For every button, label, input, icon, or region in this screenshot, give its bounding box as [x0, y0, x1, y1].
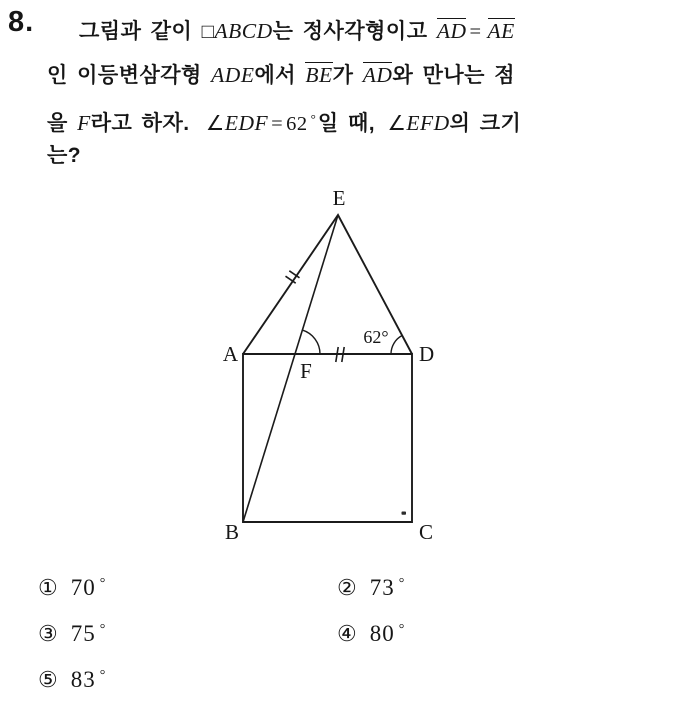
choice-5-number: ⑤ [38, 668, 58, 693]
square-symbol: □ [201, 21, 215, 43]
choice-2-value: 73 [369, 575, 395, 600]
text-segment: 는 정사각형이고 [272, 20, 437, 43]
problem-number: 8. [8, 6, 35, 38]
problem-text-line-2 [47, 53, 669, 97]
math-BE-overline: BE [305, 63, 333, 87]
math-EDF: EDF [224, 111, 269, 135]
vertex-label-B: B [224, 520, 239, 544]
segment-BE [243, 215, 338, 522]
angle-arc-D [391, 336, 402, 355]
degree-symbol: ° [398, 622, 405, 637]
math-ADE: ADE [211, 63, 255, 87]
problem-text-line-1 [47, 9, 669, 53]
math-AD-overline: AD [436, 19, 467, 43]
choice-1 [38, 570, 105, 603]
text-segment: 인 이등변삼각형 [47, 64, 212, 87]
degree-symbol: ° [99, 668, 106, 683]
problem-statement [47, 9, 669, 173]
degree-symbol: ° [99, 576, 106, 591]
choice-2 [337, 570, 404, 603]
choice-4 [337, 616, 404, 649]
angle-value: 62 [286, 113, 308, 135]
angle-62-label: 62° [363, 327, 389, 347]
problem-text-line-3 [47, 97, 669, 141]
text-segment: 의 크기 [449, 112, 522, 135]
angle-symbol: ∠ [205, 113, 225, 135]
text-segment: 일 때, [317, 112, 385, 135]
problem-text-line-4 [47, 141, 669, 173]
angle-symbol: ∠ [387, 113, 407, 135]
math-ABCD: ABCD [214, 19, 273, 43]
math-AE-overline: AE [487, 19, 515, 43]
vertex-label-A: A [222, 342, 238, 366]
vertex-label-F: F [300, 359, 312, 383]
text-segment: 는? [47, 144, 82, 167]
choice-5 [38, 662, 105, 695]
choice-3-value: 75 [70, 621, 96, 646]
vertex-label-C: C [419, 520, 434, 544]
vertex-label-D: D [419, 342, 435, 366]
choice-2-number: ② [337, 576, 357, 601]
text-segment: 에서 [254, 64, 306, 87]
tick-mark-AE [286, 271, 300, 283]
geometry-figure [180, 184, 460, 550]
equals-sign: = [469, 21, 482, 43]
choice-3 [38, 616, 105, 649]
choice-1-number: ① [38, 576, 58, 601]
text-segment: 와 만나는 점 [392, 64, 516, 87]
math-AD-overline: AD [362, 63, 393, 87]
text-segment: 가 [332, 64, 363, 87]
corner-mark-C [402, 512, 407, 515]
math-EFD: EFD [406, 111, 450, 135]
choice-4-value: 80 [369, 621, 395, 646]
text-segment: 라고 하자. [90, 112, 199, 135]
choice-5-value: 83 [70, 667, 96, 692]
degree-symbol: ° [310, 111, 316, 126]
choice-1-value: 70 [70, 575, 96, 600]
choice-4-number: ④ [337, 622, 357, 647]
degree-symbol: ° [99, 622, 106, 637]
text-segment: 을 [47, 112, 78, 135]
choice-3-number: ③ [38, 622, 58, 647]
equals-sign: = [271, 113, 284, 135]
degree-symbol: ° [398, 576, 405, 591]
angle-arc-F [302, 330, 320, 354]
math-F: F [77, 111, 91, 135]
vertex-label-E: E [332, 186, 346, 210]
text-segment: 그림과 같이 [79, 20, 202, 43]
